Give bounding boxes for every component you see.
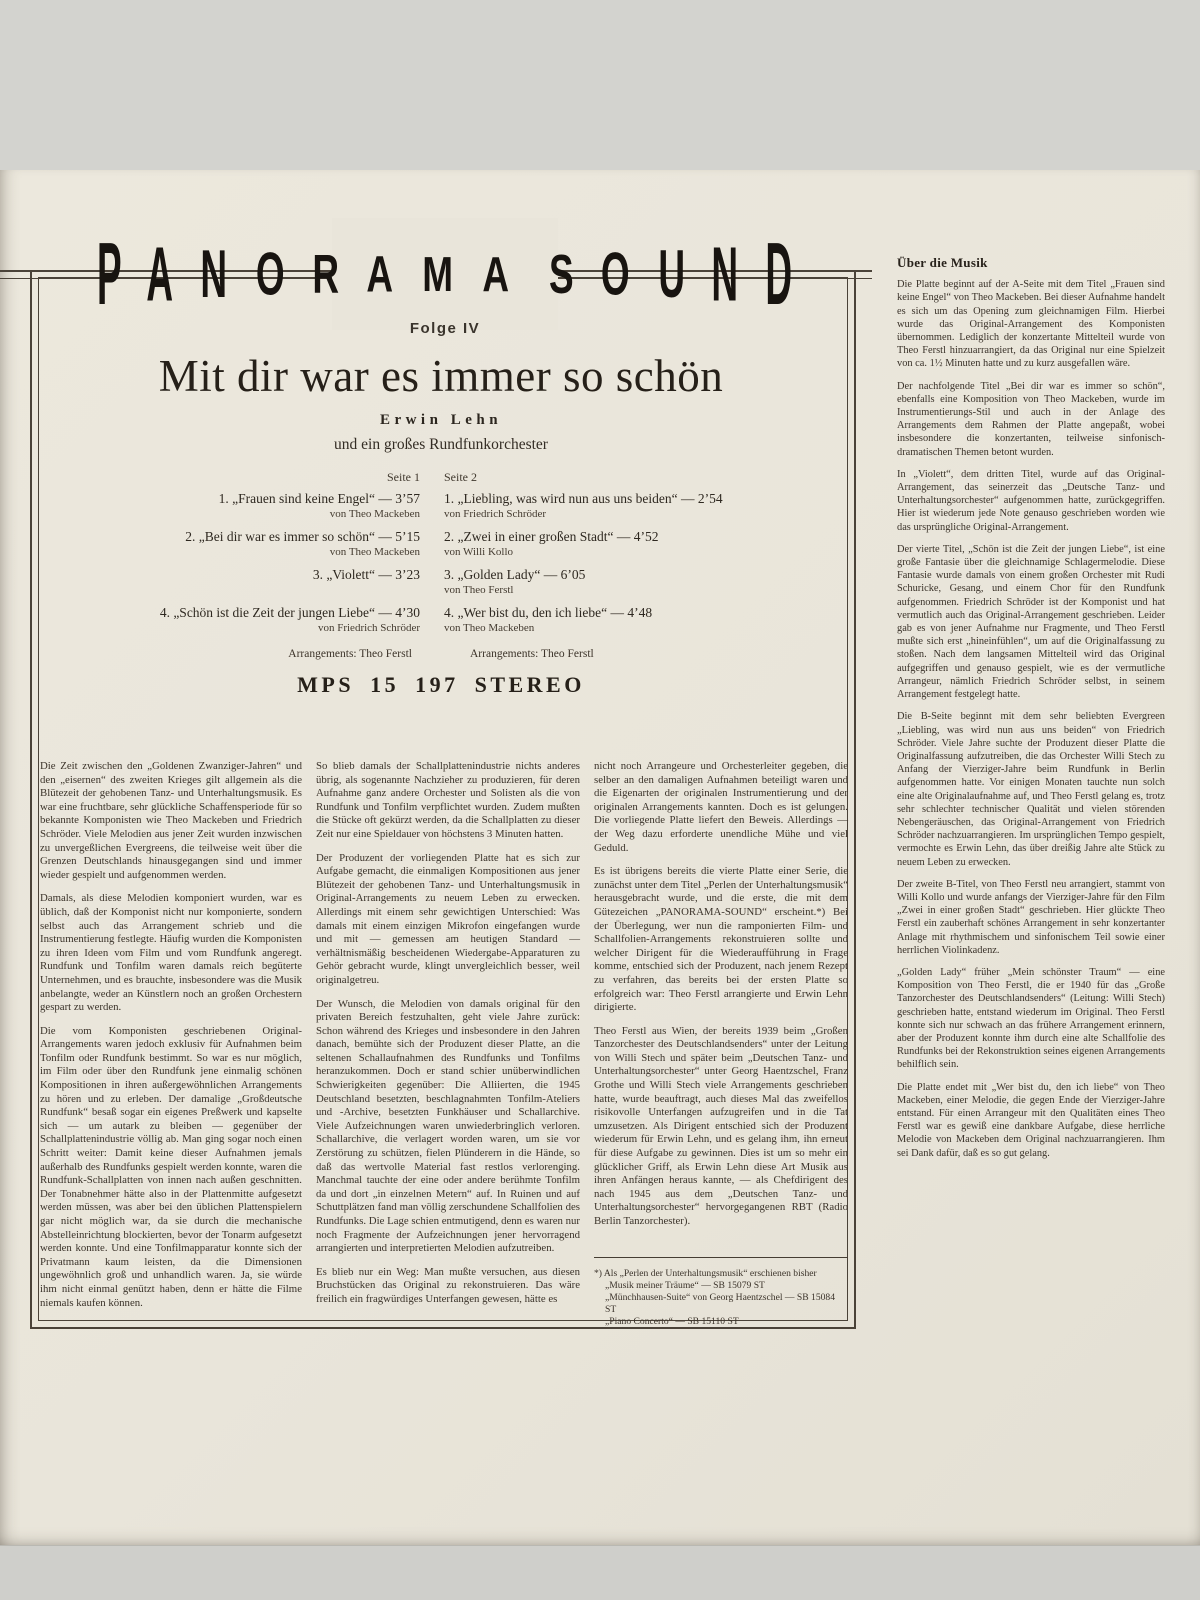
bottom-band [0,1545,1200,1600]
track-title: 1. „Liebling, was wird nun aus uns beiden“ — 2’54 [444,491,723,506]
essay-paragraph: Damals, als diese Melodien komponiert wurden, war es üblich, daß der Komponist nicht nur komponierte, sondern selbst auch das Arrangement schrieb und die Instrumentierung festlegte. Häufig wurden die Komponisten zu ihren Ideen vom Film und vom Rundfunk angeregt. Rundfunk und Tonfilm waren damals reich begüterte Unternehmen, und es brauchte, insbesondere was die Musik anbelangte, weder an Künstlern noch an großen Orchestern gespart zu werden. [40,892,302,1014]
tracklist-side1 [60,470,420,643]
footnote-line: „Piano Concerto“ — SB 15110 ST [605,1316,739,1328]
side2-header: Seite 2 [444,470,477,484]
track-row [60,491,420,529]
logo-letter: D [765,224,792,323]
essay-paragraph: Theo Ferstl aus Wien, der bereits 1939 beim „Großen Tanzorchester des Deutschlandsenders“ unter der Leitung von Willi Stech und später beim „Deutschen Tanz- und Unterhaltungsorchester“ unter Georg Haentzschel, Franz Grothe und Willi Stech viele Arrangements geschrieben hatte, wurde beauftragt, auch dieses Mal das zweifellos risikovolle Unterfangen aufzugreifen und in die Tat umzusetzen. Als Dirigent entschied sich der Produzent wiederum für Erwin Lehn, und es gelang ihm, ihn erneut für diese Aufgabe zu gewinnen. Dies ist um so mehr ein glücklicher Griff, als Erwin Lehn diese Art Musik aus ihren Anfängen heraus kannte, — als Chefdirigent des nach 1945 aus dem „Deutschen Tanz- und Unterhaltungsorchester“ hervorgegangenen RBT (Radio Berlin Tanzorchester). [594,1024,848,1227]
essay-paragraph: So blieb damals der Schallplattenindustrie nichts anderes übrig, als sogenannte Nachzieher zu produzieren, für deren Aufnahme ganz andere Orchester und Solisten als die von Rundfunk und Tonfilm verpflichtet wurden. Zudem mußten die Stücke oft gekürzt werden, da die Schallplatten zu dieser Zeit nur eine Spieldauer von höchstens 3 Minuten hatten. [316,760,580,840]
essay-column-2 [316,760,580,1317]
tracklist-side2 [444,470,836,643]
arrangements-row [30,648,852,660]
track-title: 3. „Violett“ — 3’23 [312,567,420,582]
sidebar-paragraph: Die Platte endet mit „Wer bist du, den ich liebe“ von Theo Mackeben, einer Melodie, die gegen Ende der Vierziger-Jahre entstand. Für einen Arrangeur mit den Qualitäten eines Theo Ferstl war es gewiß eine dankbare Aufgabe, diese herrliche Melodie von Mackeben dem Original nachzuarrangieren. Ihm sei Dank dafür, daß es so gut gelang. [897,1081,1165,1159]
track-title: 3. „Golden Lady“ — 6’05 [444,567,586,582]
track-row [60,567,420,605]
track-credit: von Theo Mackeben [329,546,420,558]
logo-letter: A [146,230,174,317]
track-row [444,491,836,529]
track-credit: von Theo Ferstl [444,584,514,596]
essay-column-3 [594,760,848,1329]
essay-paragraph: Es blieb nur ein Weg: Man mußte versuchen, aus diesen Bruchstücken das Original zu rekonstruieren. Das wäre freilich ein fragwürdiges Unterfangen gewesen, hätte es [316,1265,580,1305]
essay-paragraph: Die Zeit zwischen den „Goldenen Zwanziger-Jahren“ und den „eisernen“ des zweiten Krieges gilt allgemein als die Blütezeit der gehobenen Tanz- und Unterhaltungsmusik. Es war eine fruchtbare, sehr glückliche Schaffensperiode für so bekannte Komponisten wie Theo Mackeben und Friedrich Schröder. Viele Melodien aus jener Zeit wurden inzwischen zu unvergeßlichen Evergreens, die teilweise weit über die Grenzen Deutschlands hinausgegangen sind und immer wieder gespielt und aufgenommen werden. [40,760,302,881]
track-credit: von Friedrich Schröder [317,622,420,634]
artist-subtitle: und ein großes Rundfunkorchester [334,436,548,453]
footnote-line: „Münchhausen-Suite“ von Georg Haentzschel — SB 15084 ST [605,1292,836,1316]
sidebar-paragraph: „Golden Lady“ früher „Mein schönster Traum“ — eine Komposition von Theo Ferstl, die er 1940 für das „Große Tanzorchester des Deutschlandsenders“ (Leitung: Willi Stech) geschrieben hatte, entstand wiederum im Original. Theo Ferstl konnte sich nur schwach an das frühere Arrangement erinnern, aber der Produzent konnte ihm durch eine alte Schallfolie des Rundfunks bei der Rekonstruktion seines eigenen Arrangements behilflich sein. [897,966,1165,1071]
top-band [0,0,1200,171]
sidebar-paragraph: Die B-Seite beginnt mit dem sehr beliebten Evergreen „Liebling, was wird nun aus uns beiden“ von Friedrich Schröder. Viele Jahre suchte der Produzent dieser Platte die Originalfassung aufzutreiben, die das Orchester Willi Stech zu Anfang der Vierziger-Jahre beim Rundfunk in Berlin aufgenommen hatte. Vor einigen Monaten tauchte nun solch eine alte Originalaufnahme auf, und Theo Ferstl gelang es, trotz sehr schlechter technischer Qualität und vielen störenden Nebengeräuschen, das Original-Arrangement von Friedrich Schröder nachzuarrangieren. Im ursprünglichen Tempo gespielt, vermochte es Erwin Lehn, das über dreißig Jahre alte Stück zu neuem Leben zu erwecken. [897,711,1165,868]
logo-letter: P [96,224,122,323]
logo-letter: O [255,239,285,308]
track-row [60,605,420,643]
track-row [444,567,836,605]
logo-letter: N [200,235,228,312]
footnote-line: „Musik meiner Träume“ — SB 15079 ST [605,1279,765,1291]
sidebar-paragraph: In „Violett“, dem dritten Titel, wurde auf das Original-Arrangement, das seinerzeit das „Deutsche Tanz- und Unterhaltungsorchester“ aufgenommen hatte, zurückgegriffen. Hier ist wiederum jede Note genauso geschrieben worden wie das ursprüngliche Original-Arrangement. [897,468,1165,533]
sidebar-paragraph: Der zweite B-Titel, von Theo Ferstl neu arrangiert, stammt von Willi Kollo und wurde anfangs der Vierziger-Jahre für den Film „Zwei in einer großen Stadt“ geschrieben. Hier glückte Theo Ferstl ein zauberhaft schönes Arrangement in sehr konzertanter Anlage mit rhythmischem und sinfonischem Teil sowie einer herrlichen Violinkadenz. [897,878,1165,956]
logo-letter: O [601,239,630,308]
logo-letter: S [549,242,575,305]
logo-letter: R [312,242,340,305]
essay-paragraph: Es ist übrigens bereits die vierte Platte einer Serie, die zunächst unter dem Titel „Perlen der Unterhaltungsmusik“ herausgebracht wurde, und die erste, die mit dem Gütezeichen „PANORAMA-SOUND“ erscheint.*) Bei der Überlegung, wer nun die ramponierten Film- und Schallfolien-Arrangements rekonstruieren sollte und welcher Dirigent für die Wiederaufführung in Frage komme, entschied sich der Produzent, nach jenem Rezept zu verfahren, das bereits bei der ersten Platte so erfolgreich war: Theo Ferstl arrangierte und Erwin Lehn dirigierte. [594,865,848,1014]
sidebar-paragraph: Der nachfolgende Titel „Bei dir war es immer so schön“, ebenfalls eine Komposition von Theo Mackeben, wurde im Instrumentierungs-Stil und auch in der Anlage des Arrangements dem Rahmen der Platte angepaßt, wobei insbesondere die konzertanten, teilweise sinfonisch-dramatischen Themen betont wurden. [897,380,1165,458]
sidebar-paragraph: Der vierte Titel, „Schön ist die Zeit der jungen Liebe“, ist eine große Fantasie über die gleichnamige Schlagermelodie. Diese Fantasie wurde damals von einem großen Orchester mit Rudi Schuricke, Gesang, und einem Chor für den Rundfunk aufgenommen. Friedrich Schröder ist der Komponist und hat vermutlich auch das Original-Arrangement geschrieben. Leider gab es von jener Aufnahme nur Fragmente, und Theo Ferstl mußte sich erst „hineinfühlen“, um auf die Originalfassung zu stoßen. Nach dem langsamen Mittelteil wird das Original aufgegriffen und genauso gespielt, wie es der vermutliche Arrangeur, nämlich Friedrich Schröder selbst, in seinem Arrangement festgelegt hatte. [897,543,1165,701]
track-title: 2. „Bei dir war es immer so schön“ — 5’15 [185,529,420,544]
essay-paragraph: Die vom Komponisten geschriebenen Original-Arrangements waren jedoch exklusiv für Aufnahmen beim Tonfilm oder Rundfunk bestimmt. So war es nur möglich, im Film oder über den Rundfunk jene einmalig schönen Kompositionen in ihren außergewöhnlichen Arrangements zu hören und zu erleben. Der damalige „Großdeutsche Rundfunk“ besaß sogar ein eigenes Preßwerk und kapselte sich — um autark zu bleiben — gegenüber der Schallplattenindustrie völlig ab. Man ging sogar noch einen Schritt weiter: Damit keine dieser Aufnahmen jemals außerhalb des Rundfunks gespielt werden konnte, waren die Rundfunk-Schallplatten von innen nach außen geschnitten. Der Tonabnehmer hätte also in der Plattenmitte aufgesetzt werden müssen, was aber bei den üblichen Plattenspielern gar nicht möglich war, da sie durch die mechanische Abstelleinrichtung blockierten, bevor der Tonarm aufgesetzt werden konnte. Und eine Tonfilmapparatur konnte sich der Privatmann kaum leisten, da die Dimensionen ungewöhnlich groß und unhandlich waren. Ja, sie würde ihm nicht einmal genützt haben, denn er hätte die Filme niemals kaufen können. [40,1024,302,1309]
essay-column-1 [40,760,302,1320]
footnote-line: *) Als „Perlen der Unterhaltungsmusik“ erschienen bisher [594,1267,817,1279]
cover-sheet [0,170,1200,1545]
track-title: 2. „Zwei in einer großen Stadt“ — 4’52 [444,529,659,544]
album-title: Mit dir war es immer so schön [158,351,724,401]
track-title: 4. „Schön ist die Zeit der jungen Liebe“ — 4’30 [159,605,420,620]
logo-letter: A [365,244,393,303]
track-title: 4. „Wer bist du, den ich liebe“ — 4’48 [444,605,653,620]
track-title: 1. „Frauen sind keine Engel“ — 3’57 [218,491,420,506]
arrangements-side2: Arrangements: Theo Ferstl [470,648,594,660]
sidebar-about-music [897,256,1165,1169]
track-row [444,605,836,643]
logo-letter [525,248,535,299]
panorama-sound-logo [96,218,792,330]
track-row [60,529,420,567]
footnote [594,1268,848,1329]
track-credit: von Theo Mackeben [329,508,420,520]
logo-letter: M [422,245,454,302]
logo-letter: N [711,230,739,317]
track-row [444,529,836,567]
track-credit: von Friedrich Schröder [444,508,547,520]
sidebar-heading: Über die Musik [897,255,988,270]
essay-paragraph: nicht noch Arrangeure und Orchesterleiter gegeben, die selber an den damaligen Aufnahmen beteiligt waren und die Eigenarten der originalen Instrumentierung und der originalen Arrangements kannten. Doch es ist gelungen. Die vorliegende Platte liefert den Beweis. Allerdings — der Weg dazu erforderte unendliche Mühe und viel Geduld. [594,760,848,854]
track-credit: von Theo Mackeben [444,622,535,634]
side1-header: Seite 1 [387,470,420,484]
footnote-rule [594,1257,848,1258]
artist-name: Erwin Lehn [379,412,503,428]
track-credit: von Willi Kollo [444,546,514,558]
logo-letter: A [482,245,510,302]
series-label: Folge IV [409,320,481,337]
essay-paragraph: Der Produzent der vorliegenden Platte hat es sich zur Aufgabe gemacht, die einmaligen Kompositionen aus jener Blütezeit der gehobenen Tanz- und Unterhaltungsmusik in Original-Arrangements zu neuem Leben zu erwecken. Allerdings mit einem sehr gewichtigen Unterschied: Was damals mit einem einzigen Mikrofon eingefangen wurde und mit — gemessen am heutigen Standard — verhältnismäßig bescheidenen Wiedergabe-Apparaturen zu Gehör gebracht wurde, klingt unvergleichlich besser, weil originalgetreu. [316,851,580,986]
essay-paragraph: Der Wunsch, die Melodien von damals original für den privaten Bereich festzuhalten, geht viele Jahre zurück: Schon während des Krieges und insbesondere in den Jahren danach, bemühte sich der Produzent dieser Platte, an die seltenen Schallaufnahmen des Rundfunks und Tonfilms heranzukommen. Doch er stand schier unüberwindlichen Schwierigkeiten gegenüber: Die Alliierten, die 1945 Deutschland besetzten, beschlagnahmten Tonfilm-Ateliers und -Archive, besetzten Funkhäuser und Schallarchive. Viele Aufzeichnungen waren unwiederbringlich verloren. Schallarchive, die verlagert worden waren, um sie vor Zerstörung zu schützen, fielen Plünderern in die Hände, so daß das wertvolle Material fast restlos verlorenging. Manchmal tauchte der eine oder andere berühmte Tonfilm da und dort „in einzelnen Metern“ auf. In Ruinen und auf Schuttplätzen fand man völlig zerschundene Schallfolien des Rundfunks. Die Lage schien entmutigend, denn es waren nur noch Fragmente der Aufzeichnungen jener hervorragend arrangierten und interpretierten Melodien aufzutreiben. [316,997,580,1255]
sidebar-paragraph: Die Platte beginnt auf der A-Seite mit dem Titel „Frauen sind keine Engel“ von Theo Mackeben. Bei dieser Aufnahme handelt es sich um das Opening zum gleichnamigen Film. Hierbei wurde das Original-Arrangement des Komponisten übernommen. Lediglich der konzertante Mittelteil wurde von Theo Ferstl hinzuarrangiert, da das Original nur eine Spielzeit von ca. 1½ Minuten hatte und zu kurz ausgefallen wäre. [897,279,1165,370]
catalog-number: MPS 15 197 STEREO [297,672,585,697]
arrangements-side1: Arrangements: Theo Ferstl [288,648,412,660]
logo-letter: U [658,235,685,312]
